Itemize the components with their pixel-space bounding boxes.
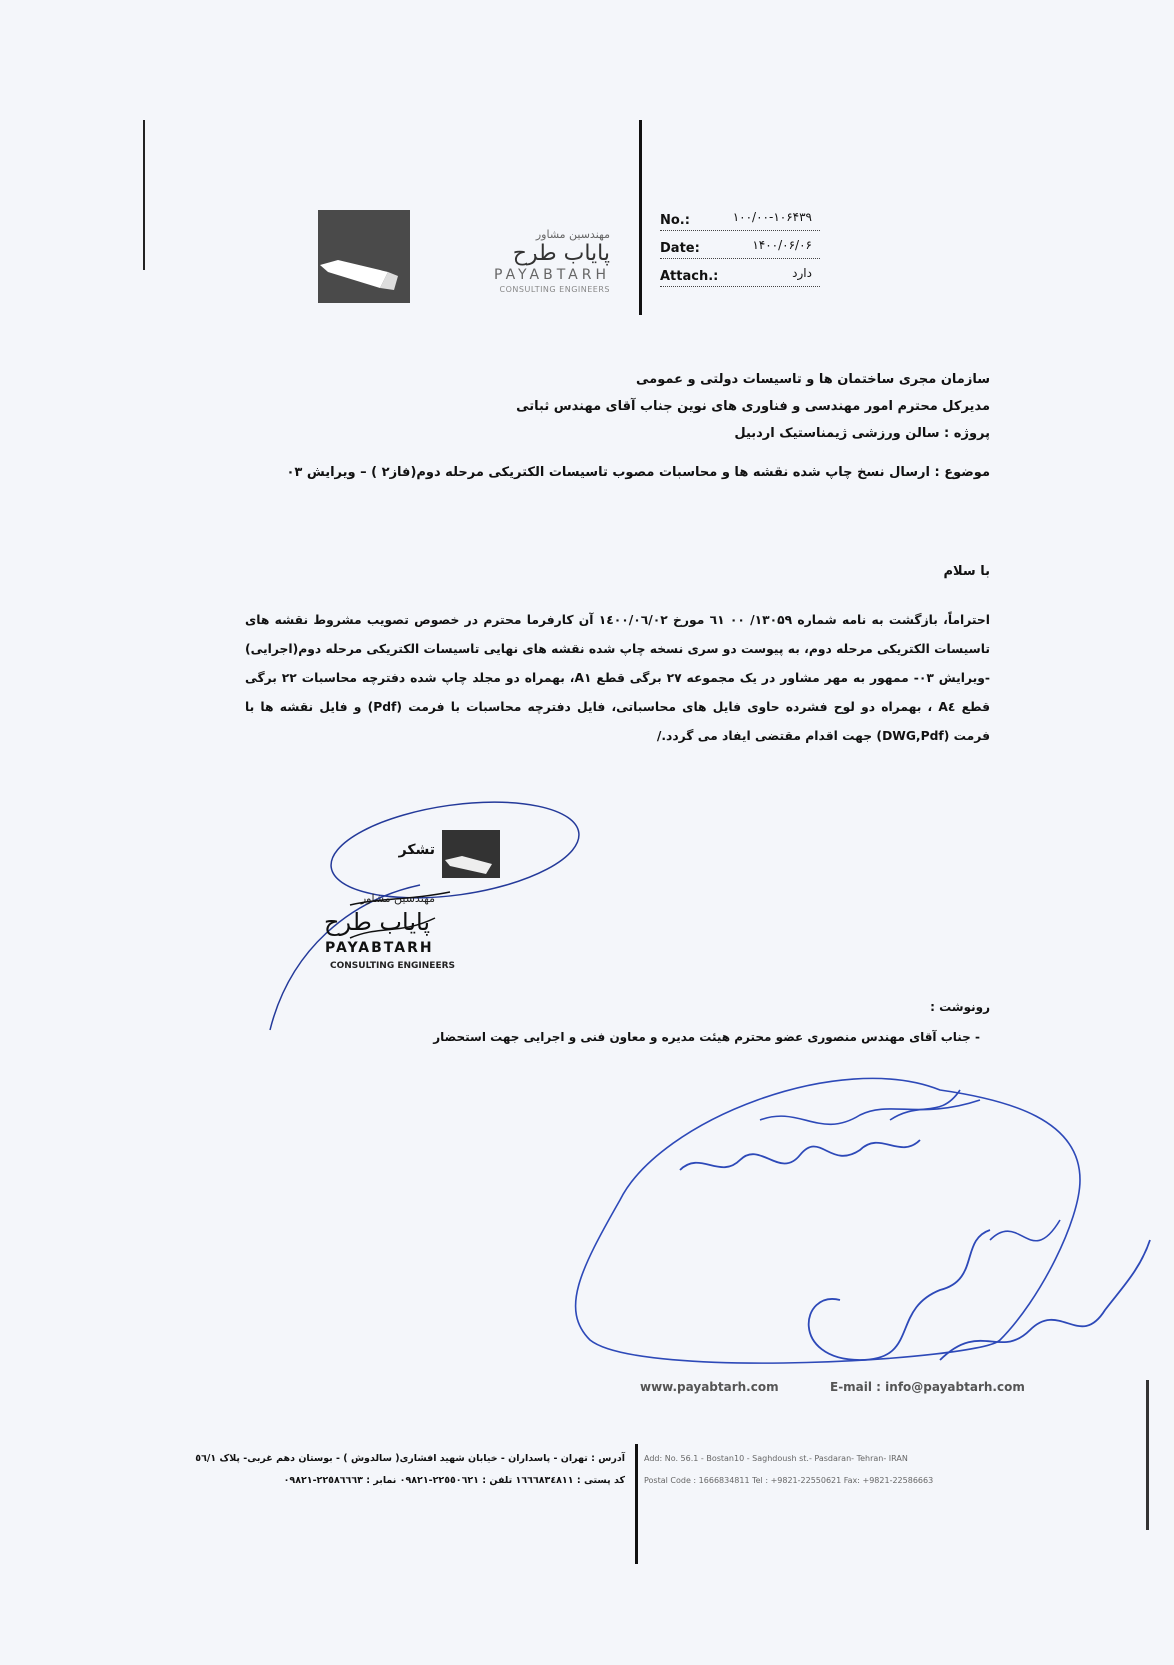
letter-date-row [660,234,820,259]
subject-line: موضوع : ارسال نسخ چاپ شده نقشه ها و محاسبات مصوب تاسیسات الکتریکی مرحله دوم(فاز۲ ) – ویرایش ۰۳ [286,465,990,480]
footer-address-fa-line2: کد پستی : ١٦٦٦٨٣٤٨١١ تلفن : ٢٢٥٥٠٦٢١-٠٩٨٢١ نمابر : ٢٢٥٨٦٦٦٣-٠٩٨٢١ [283,1475,625,1486]
stamp-company-name: پایاب طرح [323,908,430,936]
stamp-engineers: مهندسین مشاور [360,892,435,905]
letter-meta [660,206,820,290]
footer-address-en-line2: Postal Code : 1666834811 Tel : +9821-22550621 Fax: +9821-22586663 [644,1476,934,1485]
letter-number: ۱۰۰/۰۰-۱۰۶۴۳۹ [732,210,812,224]
footer-address-en-line1: Add: No. 56.1 - Bostan10 - Saghdoush st.- Pasdaran- Tehran- IRAN [644,1454,908,1463]
addressee-block [220,366,990,447]
company-stamp [230,790,590,1040]
header-divider [639,120,642,315]
stamp-thanks: تشکر [398,842,435,858]
greeting: با سلام [943,564,990,579]
footer-address-persian [160,1448,625,1492]
letter-date-label: Date: [660,241,700,256]
letter-date: ۱۴۰۰/۰۶/۰۶ [752,238,812,252]
addressee-person: مدیرکل محترم امور مهندسی و فناوری های نوین جناب آقای مهندس ثباتی [516,399,990,414]
logo-persian-subtitle: مهندسین مشاور [535,228,610,241]
cc-recipient: - جناب آقای مهندس منصوری عضو محترم هیئت مدیره و معاون فنی و اجرایی جهت استحضار [433,1030,980,1044]
addressee-org: سازمان مجری ساختمان ها و تاسیسات دولتی و عمومی [636,372,990,387]
footer-address-fa-line1: آدرس : تهران - پاسداران - خیابان شهید افشاری( سالدوش ) - بوستان دهم غربی- پلاک ٥٦/١ [195,1453,625,1464]
stamp-english-sub: CONSULTING ENGINEERS [330,961,456,971]
letter-attach-label: Attach.: [660,269,719,284]
logo-english-subtitle: CONSULTING ENGINEERS [499,285,610,294]
letter-attach: دارد [792,266,812,280]
company-logo-icon [318,210,410,303]
cc-label: رونوشت : [930,1000,990,1014]
footer-website: www.payabtarh.com [640,1380,779,1394]
letter-body: احتراماً، بازگشت به نامه شماره ۱۳۰۵۹/ ۰۰ ٦١ مورخ ١٤٠٠/٠٦/٠٢ آن کارفرما محترم در خصوص تصویب مشروط نقشه های تاسیسات الکتریکی مرحله دوم، به پیوست دو سری نسخه چاپ شده نقشه های نهایی تاسیسات الکتریکی مرحله دوم(اجرایی) -ویرایش ۰۳- ممهور به مهر مشاور در یک مجموعه ۲۷ برگی قطع A۱، بهمراه دو مجلد چاپ شده دفترچه محاسبات ۲۲ برگی قطع A٤ ، بهمراه دو لوح فشرده حاوی فایل های محاسباتی، فایل دفترچه محاسبات با فرمت (Pdf) و فایل نقشه ها با فرمت (DWG,Pdf) جهت اقدام مقتضی ایفاد می گردد./ [245,613,991,743]
logo-persian-name: پایاب طرح [512,241,610,266]
stamp-english-name: PAYABTARH [325,940,434,956]
letter-attach-row [660,262,820,287]
footer-email: E-mail : info@payabtarh.com [830,1380,1025,1394]
margin-rule [143,120,145,270]
company-logo-text [420,228,610,308]
footer-divider [635,1444,638,1564]
letter-number-label: No.: [660,213,690,228]
footer-address-english [644,1448,1024,1492]
project-line: پروژه : سالن ورزشی ژیمناستیک اردبیل [734,426,990,441]
letter-number-row [660,206,820,231]
logo-english-name: PAYABTARH [494,267,610,283]
